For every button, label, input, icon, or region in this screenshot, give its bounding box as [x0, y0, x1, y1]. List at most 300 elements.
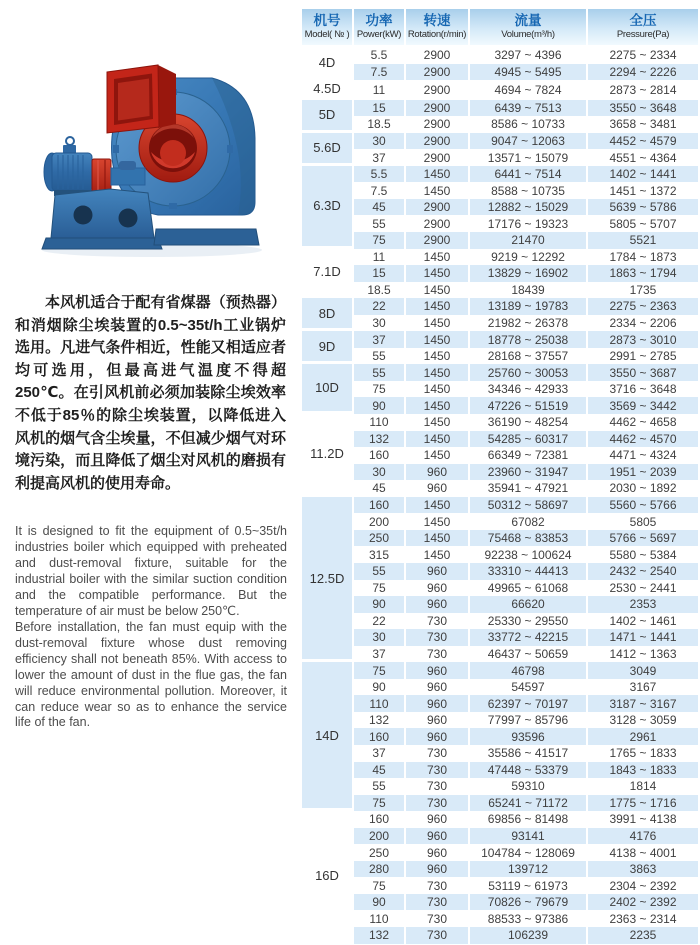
pressure-cell: 1451 ~ 1372 [588, 182, 698, 199]
rotation-cell: 2900 [406, 116, 468, 133]
pressure-cell: 2353 [588, 596, 698, 613]
rotation-cell: 730 [406, 646, 468, 663]
column-header-volume-cn: 流量 [514, 12, 542, 28]
rotation-cell: 1450 [406, 513, 468, 530]
table-row [302, 232, 698, 249]
power-cell: 132 [354, 431, 404, 448]
volume-cell: 93596 [470, 728, 586, 745]
volume-cell: 70826 ~ 79679 [470, 894, 586, 911]
volume-cell: 54285 ~ 60317 [470, 431, 586, 448]
pressure-cell: 5766 ~ 5697 [588, 530, 698, 547]
volume-cell: 49965 ~ 61068 [470, 580, 586, 597]
pressure-cell: 1765 ~ 1833 [588, 745, 698, 762]
rotation-cell: 730 [406, 778, 468, 795]
power-cell: 11 [354, 80, 404, 100]
power-cell: 55 [354, 778, 404, 795]
column-header-pressure-en: Pressure(Pa) [616, 28, 670, 40]
rotation-cell: 1450 [406, 182, 468, 199]
volume-cell: 21470 [470, 232, 586, 249]
pressure-cell: 2402 ~ 2392 [588, 894, 698, 911]
table-row [302, 861, 698, 878]
power-cell: 30 [354, 315, 404, 332]
pressure-cell: 1843 ~ 1833 [588, 762, 698, 779]
power-cell: 90 [354, 679, 404, 696]
rotation-cell: 730 [406, 762, 468, 779]
power-cell: 75 [354, 381, 404, 398]
model-cell: 5.6D [302, 133, 352, 166]
pressure-cell: 5805 ~ 5707 [588, 215, 698, 232]
power-cell: 30 [354, 133, 404, 150]
power-cell: 30 [354, 464, 404, 481]
rotation-cell: 960 [406, 662, 468, 679]
pressure-cell: 1402 ~ 1461 [588, 613, 698, 630]
header-row [302, 9, 698, 47]
rotation-cell: 1450 [406, 431, 468, 448]
power-cell: 75 [354, 662, 404, 679]
rotation-cell: 730 [406, 927, 468, 944]
volume-cell: 23960 ~ 31947 [470, 464, 586, 481]
pressure-cell: 2961 [588, 728, 698, 745]
power-cell: 132 [354, 712, 404, 729]
power-cell: 18.5 [354, 282, 404, 299]
volume-cell: 34346 ~ 42933 [470, 381, 586, 398]
pressure-cell: 2275 ~ 2363 [588, 298, 698, 315]
column-header-rotation-cn: 转速 [423, 12, 451, 28]
table-row [302, 249, 698, 266]
rotation-cell: 2900 [406, 149, 468, 166]
power-cell: 22 [354, 298, 404, 315]
volume-cell: 13571 ~ 15079 [470, 149, 586, 166]
table-row [302, 447, 698, 464]
table-row [302, 414, 698, 431]
power-cell: 250 [354, 530, 404, 547]
pressure-cell: 4551 ~ 4364 [588, 149, 698, 166]
power-cell: 30 [354, 629, 404, 646]
volume-cell: 65241 ~ 71172 [470, 795, 586, 812]
power-cell: 22 [354, 613, 404, 630]
pressure-cell: 1402 ~ 1441 [588, 166, 698, 183]
table-row [302, 116, 698, 133]
rotation-cell: 1450 [406, 414, 468, 431]
pressure-cell: 2432 ~ 2540 [588, 563, 698, 580]
power-cell: 90 [354, 596, 404, 613]
rotation-cell: 2900 [406, 80, 468, 100]
pressure-cell: 5639 ~ 5786 [588, 199, 698, 216]
description-english-1: It is designed to fit the equipment of 0.5~35t/h industries boiler which equipped with preheated and dust-removal fixture, suitable for the industrial boiler with the similar suction condition and the compatible performance. But the temperature of air must be below 250℃. [15, 524, 287, 618]
table-row [302, 844, 698, 861]
volume-cell: 66620 [470, 596, 586, 613]
rotation-cell: 730 [406, 795, 468, 812]
volume-cell: 21982 ~ 26378 [470, 315, 586, 332]
power-cell: 110 [354, 414, 404, 431]
volume-cell: 36190 ~ 48254 [470, 414, 586, 431]
power-cell: 160 [354, 728, 404, 745]
pressure-cell: 2030 ~ 1892 [588, 480, 698, 497]
pressure-cell: 1775 ~ 1716 [588, 795, 698, 812]
rotation-cell: 960 [406, 596, 468, 613]
rotation-cell: 1450 [406, 249, 468, 266]
pressure-cell: 1735 [588, 282, 698, 299]
power-cell: 7.5 [354, 64, 404, 81]
rotation-cell: 960 [406, 712, 468, 729]
pressure-cell: 3187 ~ 3167 [588, 695, 698, 712]
table-row [302, 265, 698, 282]
pressure-cell: 3991 ~ 4138 [588, 811, 698, 828]
power-cell: 280 [354, 861, 404, 878]
power-cell: 75 [354, 232, 404, 249]
rotation-cell: 960 [406, 464, 468, 481]
rotation-cell: 960 [406, 480, 468, 497]
power-cell: 45 [354, 199, 404, 216]
volume-cell: 47448 ~ 53379 [470, 762, 586, 779]
power-cell: 250 [354, 844, 404, 861]
volume-cell: 92238 ~ 100624 [470, 546, 586, 563]
volume-cell: 47226 ~ 51519 [470, 397, 586, 414]
pressure-cell: 4176 [588, 828, 698, 845]
volume-cell: 139712 [470, 861, 586, 878]
pressure-cell: 2235 [588, 927, 698, 944]
rotation-cell: 1450 [406, 348, 468, 365]
volume-cell: 12882 ~ 15029 [470, 199, 586, 216]
model-cell: 7.1D [302, 249, 352, 299]
description-chinese: 本风机适合于配有省煤器（预热器）和消烟除尘埃装置的0.5~35t/h工业锅炉选用。凡进气条件相近，性能又相适应者均可选用，但最高进气温度不得超250℃。在引风机前必须加装除尘埃效率不低于85％的除尘埃装置，以降低进入风机的烟气含尘埃量，不但减少烟气对环境污染，而且降低了烟尘对风机的磨损有利提高风机的使用寿命。 [15, 294, 286, 492]
pressure-cell: 3049 [588, 662, 698, 679]
power-cell: 200 [354, 828, 404, 845]
volume-cell: 106239 [470, 927, 586, 944]
rotation-cell: 1450 [406, 166, 468, 183]
pressure-cell: 5580 ~ 5384 [588, 546, 698, 563]
power-cell: 75 [354, 877, 404, 894]
rotation-cell: 730 [406, 877, 468, 894]
model-cell: 10D [302, 364, 352, 414]
table-row [302, 331, 698, 348]
pressure-cell: 1863 ~ 1794 [588, 265, 698, 282]
volume-cell: 53119 ~ 61973 [470, 877, 586, 894]
table-row [302, 662, 698, 679]
volume-cell: 46437 ~ 50659 [470, 646, 586, 663]
volume-cell: 62397 ~ 70197 [470, 695, 586, 712]
table-row [302, 894, 698, 911]
model-cell: 14D [302, 662, 352, 811]
rotation-cell: 730 [406, 613, 468, 630]
table-row [302, 149, 698, 166]
rotation-cell: 2900 [406, 232, 468, 249]
rotation-cell: 1450 [406, 381, 468, 398]
table-row [302, 778, 698, 795]
table-row [302, 613, 698, 630]
table-row [302, 530, 698, 547]
model-cell: 9D [302, 331, 352, 364]
rotation-cell: 2900 [406, 133, 468, 150]
pressure-cell: 4471 ~ 4324 [588, 447, 698, 464]
table-row [302, 199, 698, 216]
rotation-cell: 2900 [406, 47, 468, 64]
table-row [302, 877, 698, 894]
pressure-cell: 2275 ~ 2334 [588, 47, 698, 64]
power-cell: 75 [354, 580, 404, 597]
model-cell: 4.5D [302, 80, 352, 100]
table-row [302, 679, 698, 696]
pressure-cell: 4138 ~ 4001 [588, 844, 698, 861]
rotation-cell: 1450 [406, 315, 468, 332]
table-row [302, 795, 698, 812]
rotation-cell: 960 [406, 861, 468, 878]
pressure-cell: 2991 ~ 2785 [588, 348, 698, 365]
rotation-cell: 1450 [406, 298, 468, 315]
power-cell: 55 [354, 364, 404, 381]
rotation-cell: 960 [406, 811, 468, 828]
table-row [302, 596, 698, 613]
volume-cell: 46798 [470, 662, 586, 679]
rotation-cell: 1450 [406, 397, 468, 414]
table-row [302, 811, 698, 828]
volume-cell: 4694 ~ 7824 [470, 80, 586, 100]
table-row [302, 745, 698, 762]
pressure-cell: 3167 [588, 679, 698, 696]
pressure-cell: 2873 ~ 2814 [588, 80, 698, 100]
rotation-cell: 960 [406, 679, 468, 696]
volume-cell: 69856 ~ 81498 [470, 811, 586, 828]
power-cell: 55 [354, 348, 404, 365]
rotation-cell: 730 [406, 894, 468, 911]
pressure-cell: 3128 ~ 3059 [588, 712, 698, 729]
column-header-power-cn: 功率 [365, 12, 393, 28]
table-row [302, 629, 698, 646]
table-row [302, 100, 698, 117]
model-cell: 4D [302, 47, 352, 80]
power-cell: 5.5 [354, 166, 404, 183]
volume-cell: 33772 ~ 42215 [470, 629, 586, 646]
table-row [302, 315, 698, 332]
volume-cell: 3297 ~ 4396 [470, 47, 586, 64]
power-cell: 110 [354, 695, 404, 712]
volume-cell: 93141 [470, 828, 586, 845]
rotation-cell: 730 [406, 629, 468, 646]
volume-cell: 28168 ~ 37557 [470, 348, 586, 365]
volume-cell: 17176 ~ 19323 [470, 215, 586, 232]
column-header-power [354, 9, 404, 47]
power-cell: 37 [354, 745, 404, 762]
power-cell: 18.5 [354, 116, 404, 133]
pressure-cell: 2334 ~ 2206 [588, 315, 698, 332]
volume-cell: 25330 ~ 29550 [470, 613, 586, 630]
pressure-cell: 2363 ~ 2314 [588, 910, 698, 927]
power-cell: 45 [354, 762, 404, 779]
volume-cell: 8588 ~ 10735 [470, 182, 586, 199]
model-cell: 5D [302, 100, 352, 133]
rotation-cell: 1450 [406, 364, 468, 381]
table-row [302, 762, 698, 779]
power-cell: 37 [354, 331, 404, 348]
column-header-model [302, 9, 352, 47]
volume-cell: 77997 ~ 85796 [470, 712, 586, 729]
rotation-cell: 2900 [406, 199, 468, 216]
spec-table [300, 9, 700, 944]
pressure-cell: 4462 ~ 4570 [588, 431, 698, 448]
power-cell: 55 [354, 563, 404, 580]
column-header-pressure-cn: 全压 [629, 12, 657, 28]
column-header-model-en: Model( № ) [304, 28, 350, 40]
volume-cell: 9047 ~ 12063 [470, 133, 586, 150]
rotation-cell: 1450 [406, 497, 468, 514]
pressure-cell: 2530 ~ 2441 [588, 580, 698, 597]
table-row [302, 381, 698, 398]
table-row [302, 464, 698, 481]
volume-cell: 66349 ~ 72381 [470, 447, 586, 464]
table-row [302, 348, 698, 365]
rotation-cell: 2900 [406, 215, 468, 232]
volume-cell: 75468 ~ 83853 [470, 530, 586, 547]
description-english-2: Before installation, the fan must equip with the dust-removal fixture whose dust removing efficiency shall not beneath 85%. With access to lower the amount of dust in the flue gas, the fan will reduce environmental pollution. Moreover, it can reduce wear so as to enhance the service life of the fan. [15, 620, 287, 730]
table-row [302, 497, 698, 514]
pressure-cell: 2873 ~ 3010 [588, 331, 698, 348]
rotation-cell: 1450 [406, 282, 468, 299]
column-header-power-en: Power(kW) [356, 28, 402, 40]
volume-cell: 13829 ~ 16902 [470, 265, 586, 282]
rotation-cell: 1450 [406, 546, 468, 563]
table-row [302, 64, 698, 81]
table-row [302, 910, 698, 927]
pressure-cell: 4462 ~ 4658 [588, 414, 698, 431]
power-cell: 5.5 [354, 47, 404, 64]
rotation-cell: 960 [406, 695, 468, 712]
rotation-cell: 730 [406, 745, 468, 762]
power-cell: 11 [354, 249, 404, 266]
table-row [302, 431, 698, 448]
volume-cell: 6439 ~ 7513 [470, 100, 586, 117]
power-cell: 200 [354, 513, 404, 530]
volume-cell: 18778 ~ 25038 [470, 331, 586, 348]
column-header-pressure [588, 9, 698, 47]
rotation-cell: 960 [406, 828, 468, 845]
table-row [302, 282, 698, 299]
volume-cell: 54597 [470, 679, 586, 696]
rotation-cell: 960 [406, 844, 468, 861]
column-header-model-cn: 机号 [313, 12, 341, 28]
rotation-cell: 2900 [406, 100, 468, 117]
power-cell: 45 [354, 480, 404, 497]
rotation-cell: 1450 [406, 530, 468, 547]
pressure-cell: 3569 ~ 3442 [588, 397, 698, 414]
table-row [302, 712, 698, 729]
table-row [302, 364, 698, 381]
table-row [302, 927, 698, 944]
power-cell: 160 [354, 447, 404, 464]
table-row [302, 513, 698, 530]
left-panel [0, 0, 298, 945]
power-cell: 90 [354, 397, 404, 414]
rotation-cell: 1450 [406, 265, 468, 282]
table-row [302, 397, 698, 414]
volume-cell: 18439 [470, 282, 586, 299]
rotation-cell: 2900 [406, 64, 468, 81]
volume-cell: 35586 ~ 41517 [470, 745, 586, 762]
power-cell: 15 [354, 100, 404, 117]
power-cell: 315 [354, 546, 404, 563]
column-header-volume [470, 9, 586, 47]
table-row [302, 695, 698, 712]
rotation-cell: 960 [406, 563, 468, 580]
model-cell: 11.2D [302, 414, 352, 497]
pressure-cell: 1814 [588, 778, 698, 795]
pressure-cell: 3550 ~ 3687 [588, 364, 698, 381]
pressure-cell: 4452 ~ 4579 [588, 133, 698, 150]
table-row [302, 646, 698, 663]
volume-cell: 67082 [470, 513, 586, 530]
pressure-cell: 3716 ~ 3648 [588, 381, 698, 398]
pressure-cell: 1471 ~ 1441 [588, 629, 698, 646]
table-row [302, 580, 698, 597]
volume-cell: 8586 ~ 10733 [470, 116, 586, 133]
volume-cell: 104784 ~ 128069 [470, 844, 586, 861]
model-cell: 8D [302, 298, 352, 331]
pressure-cell: 1784 ~ 1873 [588, 249, 698, 266]
pressure-cell: 5805 [588, 513, 698, 530]
rotation-cell: 730 [406, 910, 468, 927]
volume-cell: 59310 [470, 778, 586, 795]
power-cell: 37 [354, 646, 404, 663]
power-cell: 160 [354, 811, 404, 828]
model-cell: 12.5D [302, 497, 352, 662]
volume-cell: 9219 ~ 12292 [470, 249, 586, 266]
column-header-volume-en: Volume(m³/h) [501, 28, 555, 40]
table-row [302, 828, 698, 845]
table-row [302, 166, 698, 183]
pressure-cell: 5560 ~ 5766 [588, 497, 698, 514]
column-header-rotation [406, 9, 468, 47]
power-cell: 160 [354, 497, 404, 514]
volume-cell: 13189 ~ 19783 [470, 298, 586, 315]
pressure-cell: 2294 ~ 2226 [588, 64, 698, 81]
power-cell: 90 [354, 894, 404, 911]
volume-cell: 88533 ~ 97386 [470, 910, 586, 927]
table-row [302, 546, 698, 563]
rotation-cell: 1450 [406, 331, 468, 348]
table-row [302, 80, 698, 100]
power-cell: 37 [354, 149, 404, 166]
pressure-cell: 3658 ~ 3481 [588, 116, 698, 133]
fan-product-image [6, 32, 290, 270]
model-cell: 16D [302, 811, 352, 943]
rotation-cell: 960 [406, 728, 468, 745]
table-row [302, 298, 698, 315]
pressure-cell: 2304 ~ 2392 [588, 877, 698, 894]
table-row [302, 480, 698, 497]
volume-cell: 35941 ~ 47921 [470, 480, 586, 497]
pressure-cell: 3863 [588, 861, 698, 878]
table-row [302, 182, 698, 199]
table-row [302, 47, 698, 64]
power-cell: 110 [354, 910, 404, 927]
rotation-cell: 1450 [406, 447, 468, 464]
power-cell: 7.5 [354, 182, 404, 199]
volume-cell: 33310 ~ 44413 [470, 563, 586, 580]
power-cell: 15 [354, 265, 404, 282]
pressure-cell: 1951 ~ 2039 [588, 464, 698, 481]
volume-cell: 50312 ~ 58697 [470, 497, 586, 514]
rotation-cell: 960 [406, 580, 468, 597]
model-cell: 6.3D [302, 166, 352, 249]
table-row [302, 215, 698, 232]
table-row [302, 563, 698, 580]
table-row [302, 728, 698, 745]
power-cell: 132 [354, 927, 404, 944]
centrifugal-fan-illustration [6, 32, 290, 270]
pressure-cell: 5521 [588, 232, 698, 249]
spec-table-panel [300, 9, 700, 944]
table-row [302, 133, 698, 150]
pressure-cell: 3550 ~ 3648 [588, 100, 698, 117]
